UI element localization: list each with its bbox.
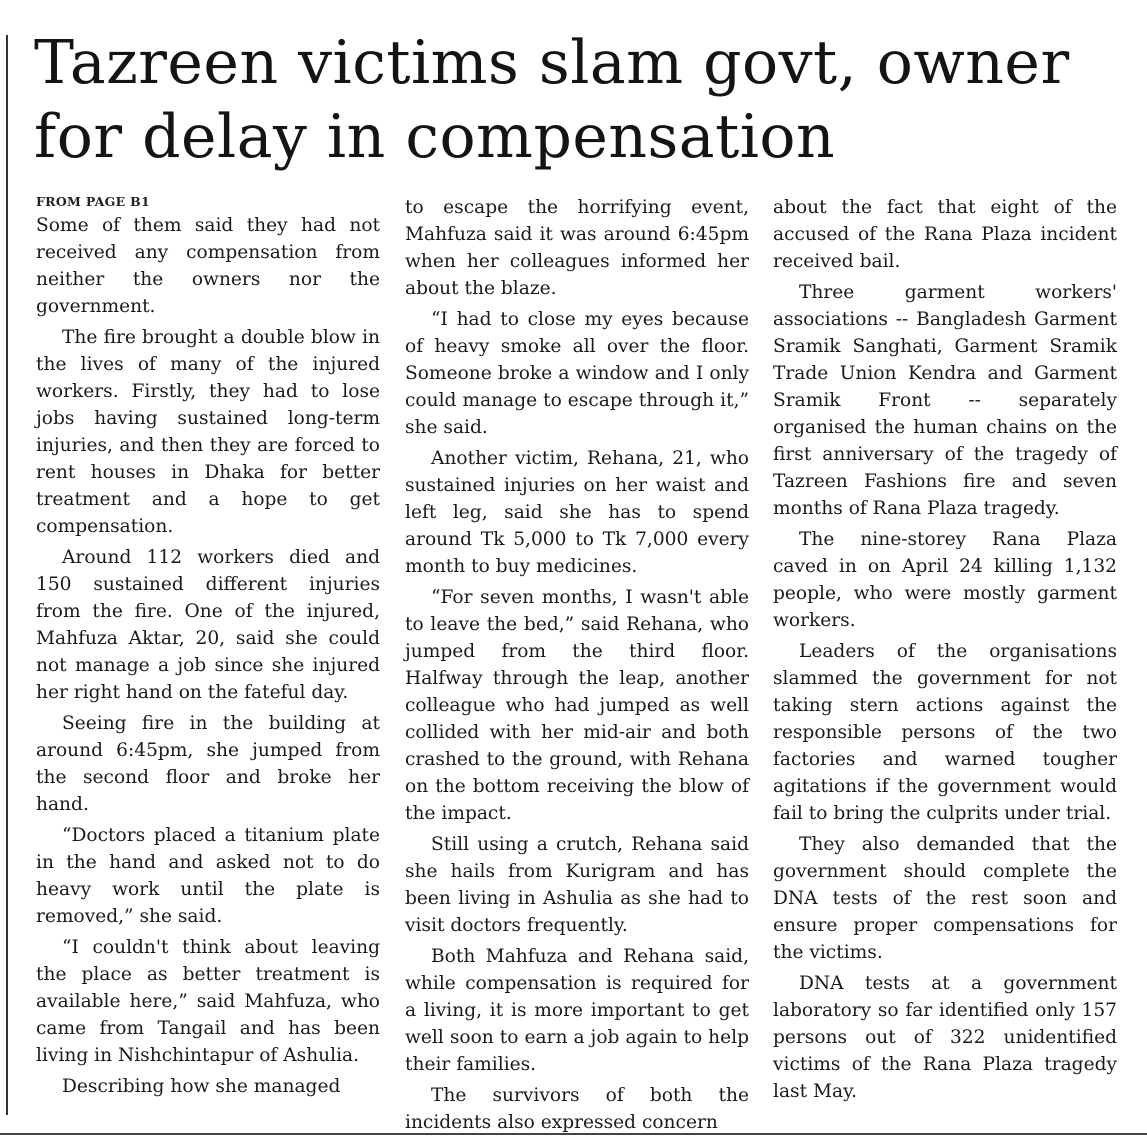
paragraph: Both Mahfuza and Rehana said, while compensation is required for a living, it is more important to get well soon to earn a job again to help their families. <box>405 946 749 1075</box>
jump-line: FROM PAGE B1 <box>36 194 150 209</box>
paragraph: Some of them said they had not received any compensation from neither the owners nor the government. <box>36 215 380 317</box>
paragraph: “Doctors placed a titanium plate in the hand and asked not to do heavy work until the plate is removed,” she said. <box>36 825 380 927</box>
paragraph: Around 112 workers died and 150 sustained different injuries from the fire. One of the injured, Mahfuza Aktar, 20, said she could not manage a job since she injured her right hand on the fateful day. <box>36 547 380 703</box>
paragraph: Seeing fire in the building at around 6:45pm, she jumped from the second floor and broke her hand. <box>36 713 380 815</box>
article-column-2 <box>405 194 749 1140</box>
bottom-rule <box>0 1133 1147 1135</box>
left-column-rule <box>6 35 8 1115</box>
article-column-1 <box>36 194 380 1104</box>
paragraph: “For seven months, I wasn't able to leave the bed,” said Rehana, who jumped from the third floor. Halfway through the leap, another colleague who had jumped as well collided with her mid-air and both crashed to the ground, with Rehana on the bottom receiving the blow of the impact. <box>405 587 749 824</box>
paragraph: Describing how she managed <box>62 1076 341 1097</box>
paragraph: The fire brought a double blow in the lives of many of the injured workers. Firstly, they had to lose jobs having sustained long-term injuries, and then they are forced to rent houses in Dhaka for better treatment and a hope to get compensation. <box>36 327 380 537</box>
paragraph: DNA tests at a government laboratory so far identified only 157 persons out of 322 unidentified victims of the Rana Plaza tragedy last May. <box>773 973 1117 1102</box>
paragraph: Leaders of the organisations slammed the government for not taking stern actions against the responsible persons of the two factories and warned tougher agitations if the government would fail to bring the culprits under trial. <box>773 641 1117 824</box>
paragraph: Still using a crutch, Rehana said she hails from Kurigram and has been living in Ashulia as she had to visit doctors frequently. <box>405 834 749 936</box>
paragraph: The survivors of both the incidents also expressed concern <box>405 1085 749 1133</box>
paragraph: They also demanded that the government should complete the DNA tests of the rest soon and ensure proper compensations for the victims. <box>773 834 1117 963</box>
paragraph: “I couldn't think about leaving the place as better treatment is available here,” said Mahfuza, who came from Tangail and has been living in Nishchintapur of Ashulia. <box>36 937 380 1066</box>
paragraph: about the fact that eight of the accused of the Rana Plaza incident received bail. <box>773 197 1117 272</box>
article-column-3 <box>773 194 1117 1109</box>
headline: Tazreen victims slam govt, owner for delay in compensation <box>34 28 1070 172</box>
paragraph: “I had to close my eyes because of heavy smoke all over the floor. Someone broke a window and I only could manage to escape through it,” she said. <box>405 309 749 438</box>
paragraph: to escape the horrifying event, Mahfuza said it was around 6:45pm when her colleagues informed her about the blaze. <box>405 197 749 299</box>
paragraph: Another victim, Rehana, 21, who sustained injuries on her waist and left leg, said she has to spend around Tk 5,000 to Tk 7,000 every month to buy medicines. <box>405 448 749 577</box>
paragraph: Three garment workers' associations -- Bangladesh Garment Sramik Sanghati, Garment Sramik Trade Union Kendra and Garment Sramik Front -- separately organised the human chains on the first anniversary of the tragedy of Tazreen Fashions fire and seven months of Rana Plaza tragedy. <box>773 282 1117 519</box>
paragraph: The nine-storey Rana Plaza caved in on April 24 killing 1,132 people, who were mostly garment workers. <box>773 529 1117 631</box>
